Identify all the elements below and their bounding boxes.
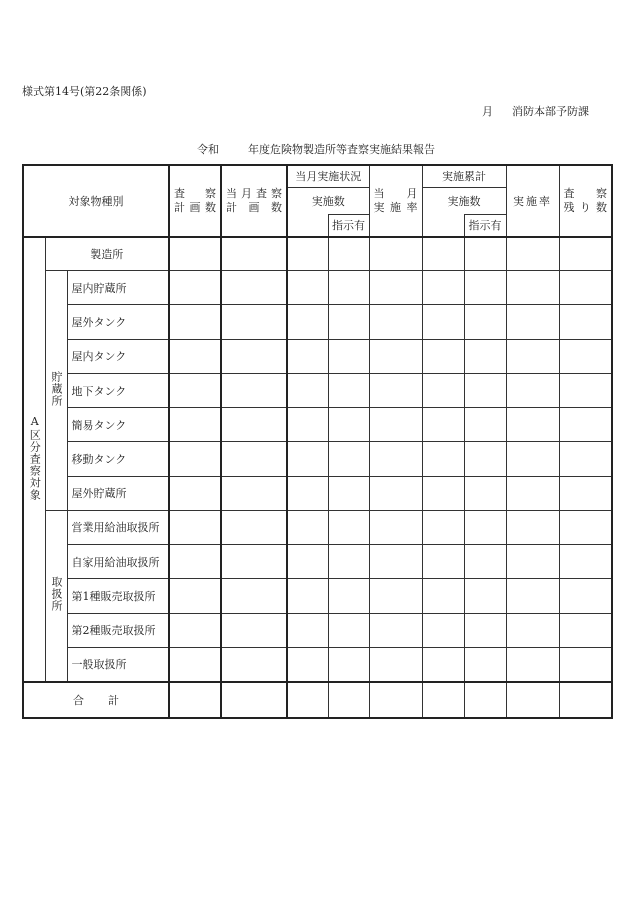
row-label: 営業用給油取扱所 (67, 510, 169, 544)
header-month-plan: 当 月 査 察 計 画 数 (221, 165, 287, 237)
era-label: 令和 (197, 143, 219, 156)
group-storage: 貯蔵所 (45, 271, 67, 511)
header-object-type: 対象物種別 (23, 165, 169, 237)
row-label: 一般取扱所 (67, 647, 169, 681)
row-label: 地下タンク (67, 373, 169, 407)
row-label: 屋外貯蔵所 (67, 476, 169, 510)
row-label-manufacturing: 製造所 (45, 237, 169, 271)
table-row (23, 373, 612, 407)
table-row (23, 476, 612, 510)
row-label: 自家用給油取扱所 (67, 545, 169, 579)
total-row (23, 682, 612, 718)
header-remaining: 査 察 残 り 数 (559, 165, 612, 237)
title-text: 年度危険物製造所等査察実施結果報告 (248, 143, 435, 156)
group-a-class: A区分査察対象 (23, 237, 45, 682)
group-handling: 取扱所 (45, 510, 67, 681)
header-month-status: 当月実施状況 (287, 165, 369, 187)
table-row (23, 545, 612, 579)
table-row (23, 579, 612, 613)
header-cumulative: 実施累計 (422, 165, 506, 187)
department-name: 消防本部予防課 (512, 105, 589, 118)
header-month-rate: 当 月 実 施 率 (369, 165, 422, 237)
row-label: 簡易タンク (67, 408, 169, 442)
header-impl-rate: 実施率 (506, 165, 559, 237)
table-row (23, 613, 612, 647)
table-row (23, 305, 612, 339)
month-label: 月 (482, 105, 493, 118)
row-label: 第2種販売取扱所 (67, 613, 169, 647)
header-instructed-cum: 指示有 (464, 214, 506, 236)
total-label: 合 計 (23, 682, 169, 718)
department-line (482, 103, 589, 119)
report-title (197, 141, 435, 157)
header-impl-count-cum: 実施数 (422, 187, 506, 214)
row-label: 移動タンク (67, 442, 169, 476)
table-row (23, 647, 612, 681)
row-label: 屋内貯蔵所 (67, 271, 169, 305)
form-number: 様式第14号(第22条関係) (22, 85, 147, 98)
header-impl-count: 実施数 (287, 187, 369, 214)
table-row (23, 510, 612, 544)
row-label: 屋内タンク (67, 339, 169, 373)
table-row (23, 408, 612, 442)
table-row (23, 442, 612, 476)
table-row (23, 271, 612, 305)
header-plan-count: 査 察 計 画 数 (169, 165, 221, 237)
row-label: 屋外タンク (67, 305, 169, 339)
table-row (23, 339, 612, 373)
report-table (22, 164, 613, 719)
row-label: 第1種販売取扱所 (67, 579, 169, 613)
header-instructed: 指示有 (328, 214, 369, 236)
table-row (23, 237, 612, 271)
